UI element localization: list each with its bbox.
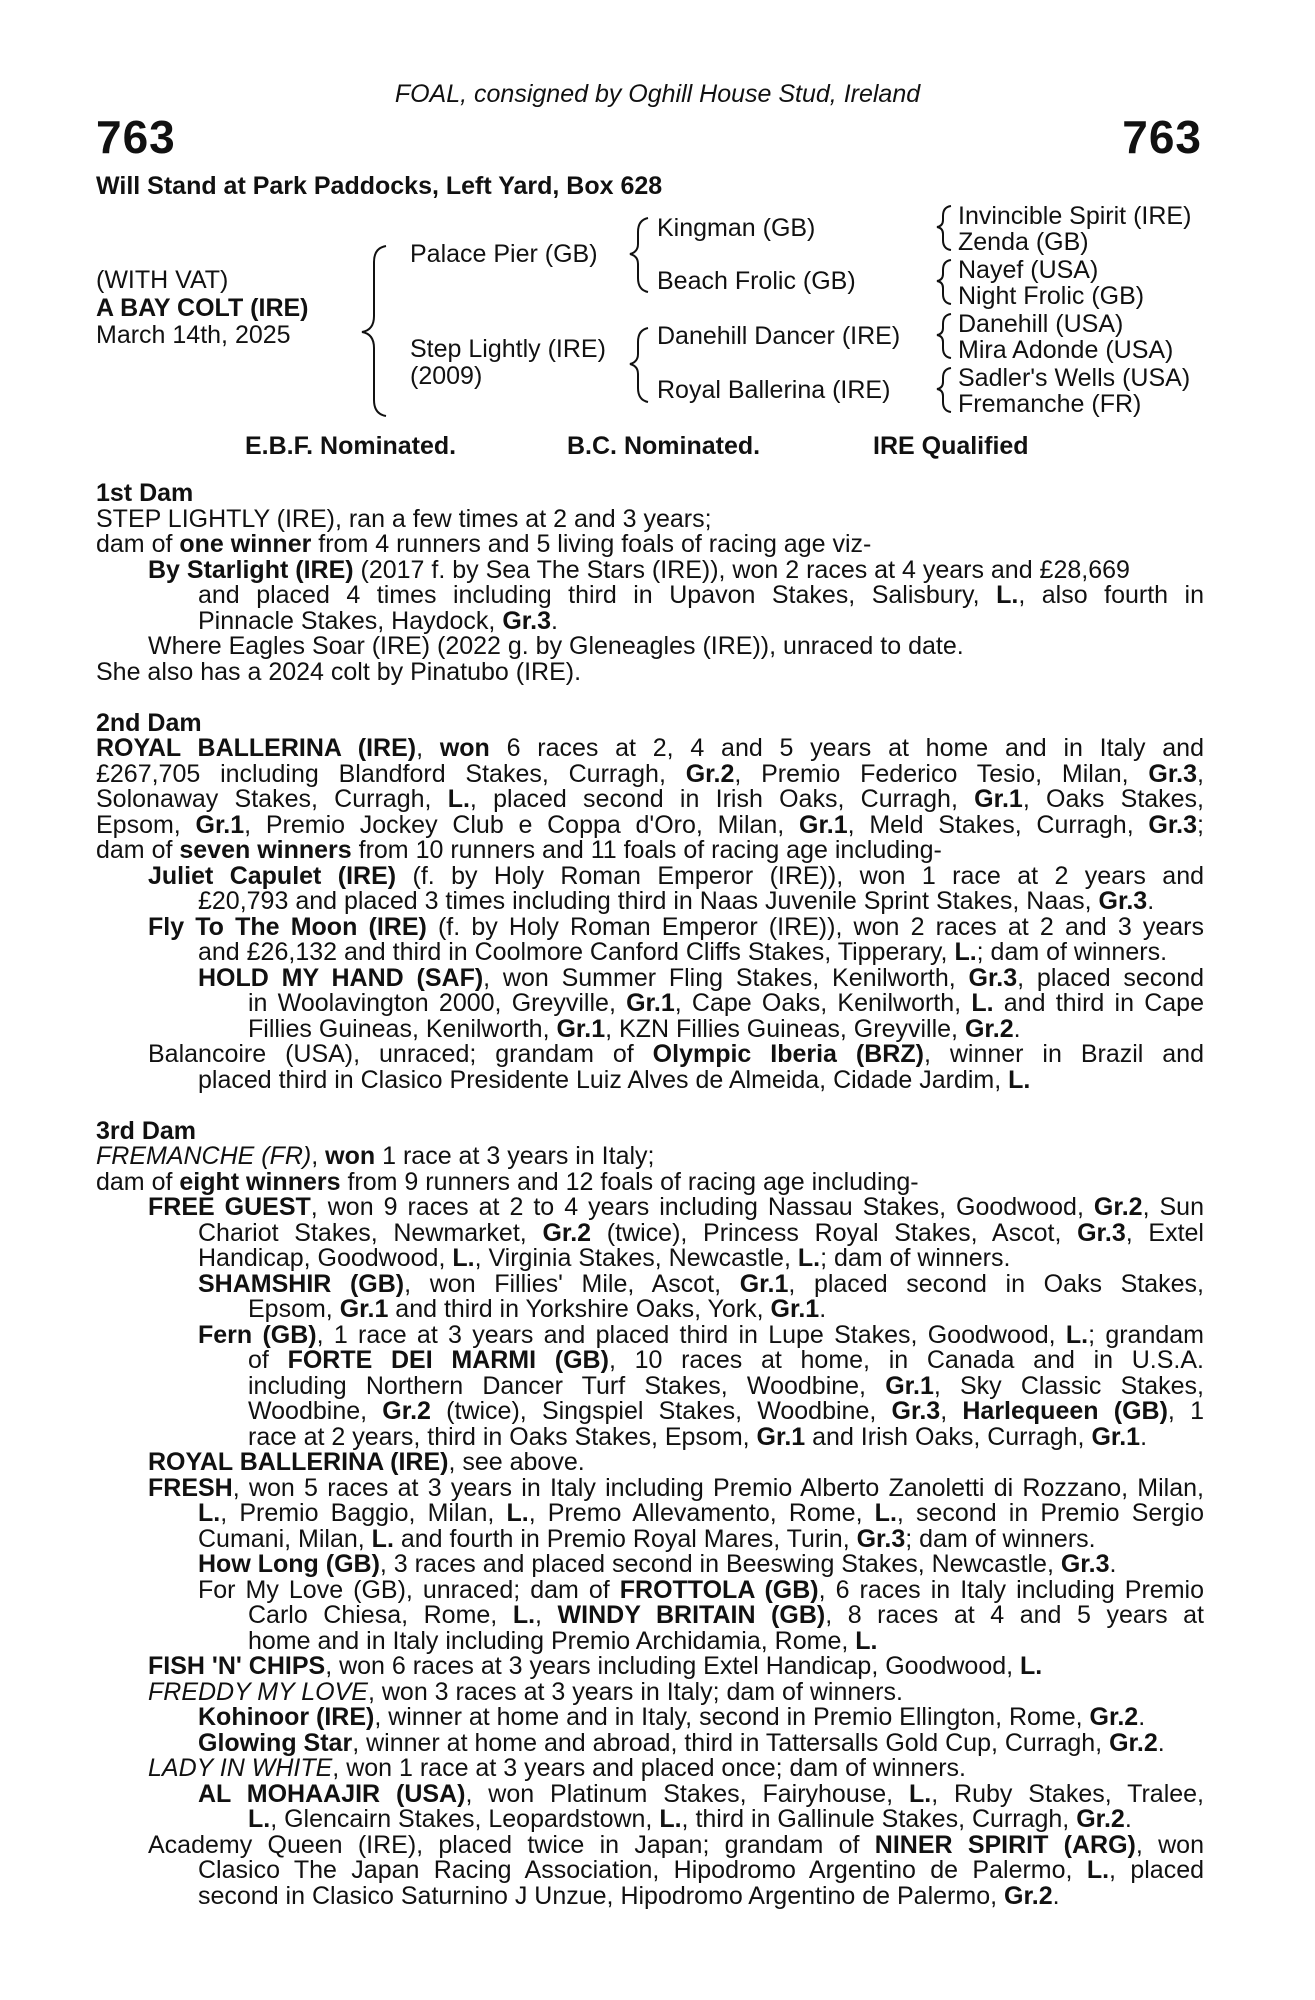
dam-sire: Danehill Dancer (IRE)	[657, 322, 901, 350]
dam-year: (2009)	[410, 362, 483, 390]
ggp-brace-4	[937, 368, 951, 412]
produce-entry-continued: second in Clasico Saturnino J Unzue, Hipodromo Argentino de Palermo, Gr.2.	[198, 1881, 1060, 1910]
produce-record	[96, 481, 1204, 1909]
great-grandparent-4: Night Frolic (GB)	[958, 282, 1145, 310]
great-grandparent-5: Danehill (USA)	[958, 310, 1124, 338]
vat-note: (WITH VAT)	[96, 266, 229, 294]
produce-entry: SHAMSHIR (GB), won Fillies' Mile, Ascot, Gr.1, placed second in Oaks Stakes,	[198, 1271, 1204, 1297]
second-dam-heading: 2nd Dam	[96, 708, 202, 737]
third-dam-produce-summary: dam of eight winners from 9 runners and 12 foals of racing age including-	[96, 1167, 919, 1196]
great-grandparent-3: Nayef (USA)	[958, 256, 1099, 284]
produce-entry-continued: placed third in Clasico Presidente Luiz Alves de Almeida, Cidade Jardim, L.	[198, 1065, 1031, 1094]
sire-brace	[630, 218, 648, 292]
produce-entry-continued: race at 2 years, third in Oaks Stakes, Epsom, Gr.1 and Irish Oaks, Curragh, Gr.1.	[248, 1422, 1148, 1451]
produce-entry-continued: Woodbine, Gr.2 (twice), Singspiel Stakes, Woodbine, Gr.3, Harlequeen (GB), 1	[248, 1399, 1204, 1425]
produce-entry-continued: Carlo Chiesa, Rome, L., WINDY BRITAIN (GB), 8 races at 4 and 5 years at	[248, 1603, 1204, 1629]
great-grandparent-8: Fremanche (FR)	[958, 390, 1142, 418]
ggp-brace-3	[937, 314, 951, 358]
sire-dam: Beach Frolic (GB)	[657, 267, 856, 295]
horse-name: A BAY COLT (IRE)	[96, 294, 309, 322]
produce-entry-continued: and £26,132 and third in Coolmore Canford Cliffs Stakes, Tipperary, L.; dam of winners.	[198, 938, 1168, 966]
ggp-brace-1	[937, 206, 951, 250]
ebf-nomination: E.B.F. Nominated.	[245, 432, 457, 460]
produce-entry-continued: £20,793 and placed 3 times including third in Naas Juvenile Sprint Stakes, Naas, Gr.3.	[198, 887, 1155, 915]
great-grandparent-6: Mira Adonde (USA)	[958, 336, 1174, 364]
produce-entry: How Long (GB), 3 races and placed second in Beeswing Stakes, Newcastle, Gr.3.	[198, 1550, 1117, 1578]
dam-dam: Royal Ballerina (IRE)	[657, 376, 891, 404]
sire: Palace Pier (GB)	[410, 240, 598, 268]
produce-entry: FISH 'N' CHIPS, won 6 races at 3 years including Extel Handicap, Goodwood, L.	[148, 1652, 1043, 1680]
first-dam-heading: 1st Dam	[96, 479, 194, 507]
produce-entry: HOLD MY HAND (SAF), won Summer Fling Stakes, Kenilworth, Gr.3, placed second	[198, 965, 1204, 991]
produce-entry-continued: Chariot Stakes, Newmarket, Gr.2 (twice), Princess Royal Stakes, Ascot, Gr.3, Extel	[198, 1220, 1204, 1246]
produce-entry: FREDDY MY LOVE, won 3 races at 3 years in Italy; dam of winners.	[148, 1677, 903, 1706]
stable-location: Will Stand at Park Paddocks, Left Yard, Box 628	[96, 172, 663, 200]
third-dam-heading: 3rd Dam	[96, 1116, 197, 1145]
second-dam-produce-summary: dam of seven winners from 10 runners and 11 foals of racing age including-	[96, 836, 942, 864]
produce-entry: ROYAL BALLERINA (IRE), see above.	[148, 1448, 585, 1476]
dam-brace	[630, 328, 648, 402]
produce-entry-continued: in Woolavington 2000, Greyville, Gr.1, Cape Oaks, Kenilworth, L. and third in Cape	[248, 991, 1204, 1017]
lot-number-right: 763	[1122, 111, 1202, 163]
first-dam-produce-summary: dam of one winner from 4 runners and 5 living foals of racing age viz-	[96, 530, 872, 558]
third-dam-line: FREMANCHE (FR), won 1 race at 3 years in Italy;	[96, 1142, 655, 1170]
produce-entry: Fly To The Moon (IRE) (f. by Holy Roman Emperor (IRE)), won 2 races at 2 and 3 years	[148, 914, 1204, 940]
second-dam-line: ROYAL BALLERINA (IRE), won 6 races at 2, 4 and 5 years at home and in Italy and	[96, 736, 1204, 762]
produce-entry-continued: Fillies Guineas, Kenilworth, Gr.1, KZN Fillies Guineas, Greyville, Gr.2.	[248, 1014, 1021, 1043]
produce-entry-continued: Pinnacle Stakes, Haydock, Gr.3.	[198, 606, 558, 635]
ire-qualification: IRE Qualified	[873, 432, 1029, 460]
produce-entry: Balancoire (USA), unraced; grandam of Olympic Iberia (BRZ), winner in Brazil and	[148, 1042, 1204, 1068]
produce-entry: Fern (GB), 1 race at 3 years and placed third in Lupe Stakes, Goodwood, L.; grandam	[198, 1322, 1204, 1348]
produce-entry-continued: home and in Italy including Premio Archidamia, Rome, L.	[248, 1626, 878, 1655]
main-brace	[362, 246, 386, 416]
produce-entry: By Starlight (IRE) (2017 f. by Sea The Stars (IRE)), won 2 races at 4 years and £28,669	[148, 555, 1130, 584]
second-dam-line: £267,705 including Blandford Stakes, Curragh, Gr.2, Premio Federico Tesio, Milan, Gr.3,	[96, 761, 1204, 787]
ggp-brace-2	[937, 260, 951, 304]
produce-entry-continued: L., Premio Baggio, Milan, L., Premo Allevamento, Rome, L., second in Premio Sergio	[198, 1501, 1204, 1527]
produce-entry-continued: Epsom, Gr.1 and third in Yorkshire Oaks, York, Gr.1.	[248, 1295, 827, 1323]
produce-entry: Academy Queen (IRE), placed twice in Japan; grandam of NINER SPIRIT (ARG), won	[148, 1832, 1204, 1858]
produce-entry: AL MOHAAJIR (USA), won Platinum Stakes, Fairyhouse, L., Ruby Stakes, Tralee,	[198, 1781, 1204, 1807]
produce-entry-continued: of FORTE DEI MARMI (GB), 10 races at home, in Canada and in U.S.A.	[248, 1348, 1204, 1374]
second-dam-line: Epsom, Gr.1, Premio Jockey Club e Coppa d'Oro, Milan, Gr.1, Meld Stakes, Curragh, Gr.3;	[96, 812, 1204, 838]
produce-entry: Juliet Capulet (IRE) (f. by Holy Roman Emperor (IRE)), won 1 race at 2 years and	[148, 863, 1204, 889]
produce-entry: Kohinoor (IRE), winner at home and in Italy, second in Premio Ellington, Rome, Gr.2.	[198, 1703, 1146, 1731]
foaling-date: March 14th, 2025	[96, 321, 291, 349]
produce-entry: For My Love (GB), unraced; dam of FROTTOLA (GB), 6 races in Italy including Premio	[198, 1577, 1204, 1603]
great-grandparent-2: Zenda (GB)	[958, 228, 1089, 256]
produce-entry: FRESH, won 5 races at 3 years in Italy including Premio Alberto Zanoletti di Rozzano, Milan,	[148, 1475, 1204, 1501]
dam: Step Lightly (IRE)	[410, 335, 606, 363]
produce-entry: She also has a 2024 colt by Pinatubo (IRE).	[96, 657, 582, 686]
sire-sire: Kingman (GB)	[657, 214, 816, 242]
produce-entry: Glowing Star, winner at home and abroad, third in Tattersalls Gold Cup, Curragh, Gr.2.	[198, 1728, 1165, 1757]
second-dam-line: Solonaway Stakes, Curragh, L., placed second in Irish Oaks, Curragh, Gr.1, Oaks Stakes,	[96, 787, 1204, 813]
produce-entry: Where Eagles Soar (IRE) (2022 g. by Gleneagles (IRE)), unraced to date.	[148, 632, 964, 660]
produce-entry-continued: Clasico The Japan Racing Association, Hipodromo Argentino de Palermo, L., placed	[198, 1858, 1204, 1884]
produce-entry: FREE GUEST, won 9 races at 2 to 4 years including Nassau Stakes, Goodwood, Gr.2, Sun	[148, 1195, 1204, 1221]
produce-entry: LADY IN WHITE, won 1 race at 3 years and placed once; dam of winners.	[148, 1754, 966, 1782]
bc-nomination: B.C. Nominated.	[567, 432, 761, 460]
great-grandparent-7: Sadler's Wells (USA)	[958, 364, 1191, 392]
produce-entry-continued: including Northern Dancer Turf Stakes, Woodbine, Gr.1, Sky Classic Stakes,	[248, 1373, 1204, 1399]
consignment-line: FOAL, consigned by Oghill House Stud, Ireland	[394, 80, 921, 108]
produce-entry-continued: Handicap, Goodwood, L., Virginia Stakes, Newcastle, L.; dam of winners.	[198, 1244, 1011, 1272]
produce-entry-continued: L., Glencairn Stakes, Leopardstown, L., third in Gallinule Stakes, Curragh, Gr.2.	[248, 1805, 1132, 1833]
great-grandparent-1: Invincible Spirit (IRE)	[958, 202, 1192, 230]
lot-number-left: 763	[96, 111, 176, 163]
produce-entry-continued: and placed 4 times including third in Upavon Stakes, Salisbury, L., also fourth in	[198, 583, 1204, 609]
produce-entry-continued: Cumani, Milan, L. and fourth in Premio Royal Mares, Turin, Gr.3; dam of winners.	[198, 1524, 1096, 1553]
first-dam-line: STEP LIGHTLY (IRE), ran a few times at 2 and 3 years;	[96, 504, 712, 533]
